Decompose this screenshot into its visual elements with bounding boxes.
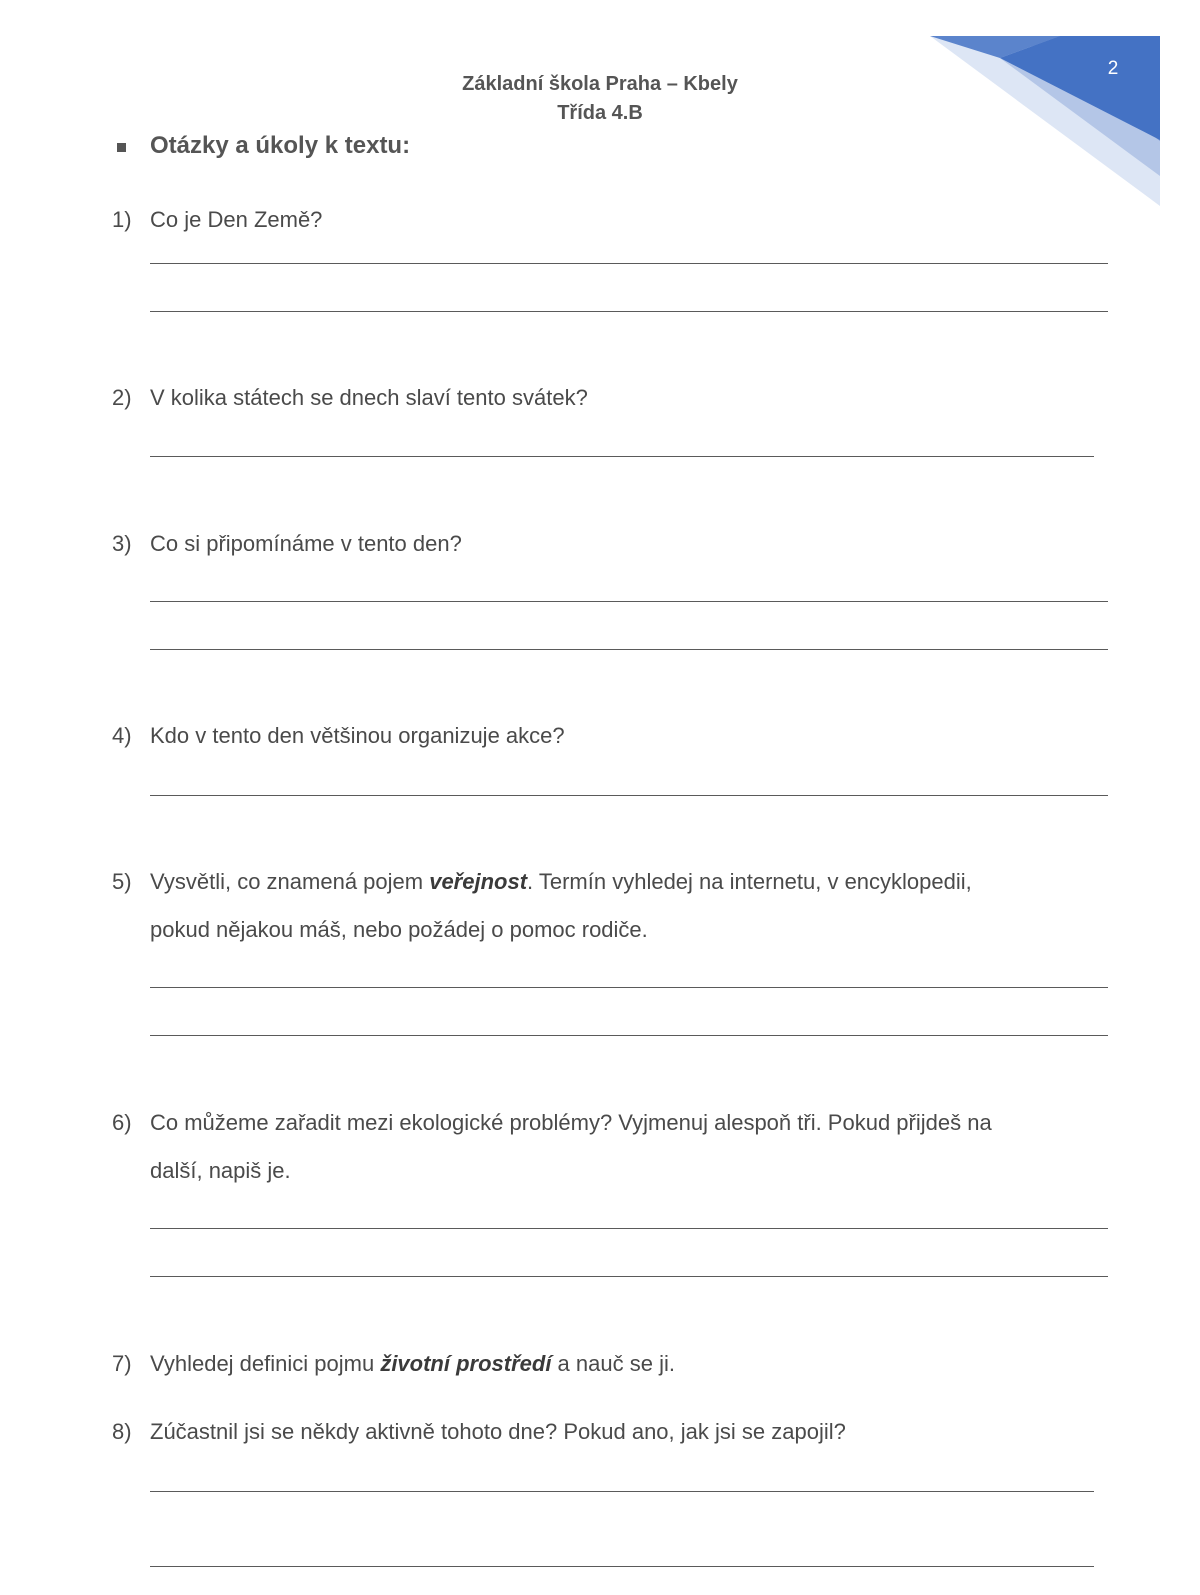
answer-line[interactable]: [150, 1035, 1108, 1036]
answer-line[interactable]: [150, 1276, 1108, 1277]
question-text: Co můžeme zařadit mezi ekologické problémy? Vyjmenuj alespoň tři. Pokud přijdeš na: [150, 1110, 992, 1135]
question-text: V kolika státech se dnech slaví tento svátek?: [150, 385, 588, 410]
answer-line[interactable]: [150, 456, 1094, 457]
question-number: 4): [112, 723, 132, 748]
question-text-pre: Vyhledej definici pojmu: [150, 1351, 381, 1376]
answer-line[interactable]: [150, 601, 1108, 602]
school-name: Základní škola Praha – Kbely: [462, 73, 738, 95]
question-text-post: . Termín vyhledej na internetu, v encyklopedii,: [527, 869, 972, 894]
answer-line[interactable]: [150, 649, 1108, 650]
question-number: 8): [112, 1419, 132, 1444]
question-number: 6): [112, 1110, 132, 1135]
question-number: 7): [112, 1351, 132, 1376]
question-text-post: a nauč se ji.: [551, 1351, 675, 1376]
question-term: životní prostředí: [380, 1351, 552, 1376]
class-name: Třída 4.B: [557, 102, 643, 124]
question-text: Kdo v tento den většinou organizuje akce?: [150, 723, 565, 748]
question-text-continued: další, napiš je.: [150, 1158, 291, 1183]
question-text-continued: pokud nějakou máš, nebo požádej o pomoc rodiče.: [150, 917, 648, 942]
question-text-pre: Vysvětli, co znamená pojem: [150, 869, 430, 894]
answer-line[interactable]: [150, 795, 1108, 796]
answer-line[interactable]: [150, 1228, 1108, 1229]
question-text: Zúčastnil jsi se někdy aktivně tohoto dne? Pokud ano, jak jsi se zapojil?: [150, 1419, 846, 1444]
question-text: [150, 868, 972, 896]
section-title: Otázky a úkoly k textu:: [150, 132, 411, 159]
answer-line[interactable]: [150, 1566, 1094, 1567]
question-number: 5): [112, 869, 132, 894]
question-text: Co je Den Země?: [150, 207, 323, 232]
answer-line[interactable]: [150, 987, 1108, 988]
question-text: Co si připomínáme v tento den?: [150, 531, 462, 556]
answer-line[interactable]: [150, 311, 1108, 312]
answer-line[interactable]: [150, 1491, 1094, 1492]
question-number: 1): [112, 207, 132, 232]
page-number: 2: [1107, 58, 1119, 79]
question-number: 3): [112, 531, 132, 556]
question-term: veřejnost: [429, 869, 528, 894]
question-number: 2): [112, 385, 132, 410]
question-text: [150, 1350, 675, 1378]
square-bullet-icon: [117, 143, 126, 152]
answer-line[interactable]: [150, 263, 1108, 264]
